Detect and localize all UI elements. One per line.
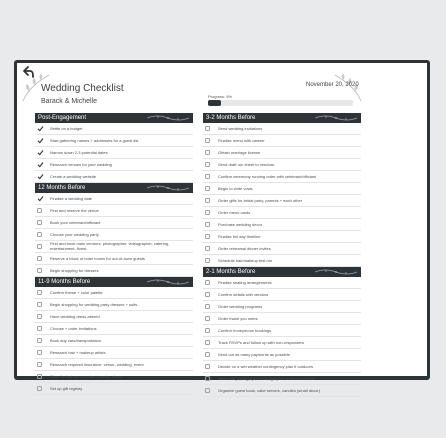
checklist-item-label: Order menu cards xyxy=(218,210,251,215)
checkbox[interactable] xyxy=(37,302,42,307)
checklist-item[interactable] xyxy=(203,219,361,231)
section-12-months xyxy=(35,183,193,277)
checklist-item[interactable] xyxy=(203,349,361,361)
checklist-item[interactable] xyxy=(35,229,193,241)
checkmark-icon[interactable] xyxy=(37,125,44,132)
section-title: 2-1 Months Before xyxy=(206,269,256,275)
checkbox[interactable] xyxy=(205,328,210,333)
ornament-icon xyxy=(146,184,190,192)
section-header xyxy=(35,183,193,193)
checkbox[interactable] xyxy=(205,234,210,239)
checkbox[interactable] xyxy=(37,208,42,213)
checklist-item-label: Confirm ceremony running order with celebrant/officiant xyxy=(218,174,317,179)
checklist-item[interactable] xyxy=(203,373,361,385)
checklist-item-label: Settle on a budget xyxy=(50,126,83,131)
checklist-item[interactable] xyxy=(35,253,193,265)
section-post-engagement xyxy=(35,113,193,183)
checklist-item[interactable] xyxy=(203,313,361,325)
checkbox[interactable] xyxy=(37,314,42,319)
checklist-item[interactable] xyxy=(35,359,193,371)
section-title: Post-Engagement xyxy=(38,115,87,121)
checklist-item-label: Send out as many payments as possible xyxy=(218,352,290,357)
checklist-item[interactable] xyxy=(35,171,193,183)
checklist-item-label: Set up gift registry xyxy=(50,386,83,391)
checklist-item-label: Find and reserve the venue xyxy=(50,208,99,213)
checklist-item[interactable] xyxy=(203,337,361,349)
checklist-item[interactable] xyxy=(35,159,193,171)
checklist-item-label: Book any cars/transportation xyxy=(50,338,101,343)
checkbox[interactable] xyxy=(205,138,210,143)
checklist-item-label: Send wedding invitations xyxy=(218,126,263,131)
checklist-item[interactable] xyxy=(35,311,193,323)
checkbox[interactable] xyxy=(205,388,210,393)
checklist-item-label: Meet with photographer/videographer to discuss shots xyxy=(218,376,315,381)
checkbox[interactable] xyxy=(205,198,210,203)
checklist-item[interactable] xyxy=(35,347,193,359)
checklist-item[interactable] xyxy=(203,135,361,147)
section-header xyxy=(35,277,193,287)
checklist-item[interactable] xyxy=(35,135,193,147)
ornament-icon xyxy=(146,278,190,286)
checkbox[interactable] xyxy=(205,174,210,179)
checklist-item[interactable] xyxy=(35,205,193,217)
page-title: Wedding Checklist xyxy=(41,83,124,94)
checklist-item-label: Purchase wedding decor xyxy=(218,222,263,227)
checklist-column-right xyxy=(203,113,361,397)
checklist-item-label: Confirm details with vendors xyxy=(218,292,269,297)
section-2-1-months xyxy=(203,267,361,397)
checklist-item-label: Narrow down 2-3 potential dates xyxy=(50,150,108,155)
checklist-item[interactable] xyxy=(35,241,193,253)
checklist-item[interactable] xyxy=(35,123,193,135)
checklist-item-label: Track RSVPs and follow up with non-responders xyxy=(218,340,304,345)
checkbox[interactable] xyxy=(205,258,210,263)
ornament-icon xyxy=(314,114,358,122)
checklist-item[interactable] xyxy=(203,361,361,373)
section-11-9-months xyxy=(35,277,193,395)
checklist-item[interactable] xyxy=(203,207,361,219)
section-header xyxy=(203,113,361,123)
checklist-item-label: Find and book main vendors: photographer, videographer, catering, entertainment, florist xyxy=(50,241,170,251)
checkbox[interactable] xyxy=(205,376,210,381)
checkbox[interactable] xyxy=(205,364,210,369)
checkbox[interactable] xyxy=(37,338,42,343)
checkbox[interactable] xyxy=(37,232,42,237)
checklist-item[interactable] xyxy=(203,277,361,289)
checklist-item-label: Reserve a block of hotel rooms for out-of-town guests xyxy=(50,256,145,261)
checklist-item-label: Confirm honeymoon bookings xyxy=(218,328,272,333)
checkbox[interactable] xyxy=(205,246,210,251)
checklist-item-label: Order rehearsal dinner invites xyxy=(218,246,271,251)
progress-label: Progress: 9% xyxy=(208,94,233,99)
checklist-item-label: Order wedding programs xyxy=(218,304,263,309)
checklist-item[interactable] xyxy=(203,243,361,255)
checklist-item-label: Choose + order invitations xyxy=(50,326,97,331)
checklist-item-label: Have wedding dress altered xyxy=(50,314,100,319)
checkmark-icon[interactable] xyxy=(37,161,44,168)
checkbox[interactable] xyxy=(205,340,210,345)
checklist-item-label: Research required insurance: venue, wedding, event xyxy=(50,362,144,367)
checklist-item[interactable] xyxy=(203,385,361,397)
checkbox[interactable] xyxy=(205,162,210,167)
checkbox[interactable] xyxy=(37,362,42,367)
checklist-item-label: Begin shopping for dresses xyxy=(50,268,99,273)
checkbox[interactable] xyxy=(205,210,210,215)
checkbox[interactable] xyxy=(37,244,42,249)
checklist-item-label: Begin to write vows xyxy=(218,186,253,191)
checkbox[interactable] xyxy=(37,374,42,379)
checklist-item[interactable] xyxy=(203,289,361,301)
checkmark-icon[interactable] xyxy=(37,173,44,180)
checklist-item-label: Decide on a wet weather contingency plan if outdoors xyxy=(218,364,313,369)
checklist-item-label: Organize guest book, cake servers, candles (small decor) xyxy=(218,388,321,393)
checkbox[interactable] xyxy=(205,186,210,191)
checklist-item[interactable] xyxy=(203,195,361,207)
checkbox[interactable] xyxy=(205,316,210,321)
checkbox[interactable] xyxy=(37,220,42,225)
checklist-item-label: Research venues for your wedding xyxy=(50,162,112,167)
section-header xyxy=(203,267,361,277)
checkbox[interactable] xyxy=(37,350,42,355)
checkbox[interactable] xyxy=(205,352,210,357)
checklist-item[interactable] xyxy=(35,287,193,299)
checklist-item-label: Begin shopping for wedding party dresses + suits xyxy=(50,302,138,307)
checklist-item-label: Book your celebrant/officiant xyxy=(50,220,101,225)
checklist-item-label: Choose your wedding party xyxy=(50,232,99,237)
checkbox[interactable] xyxy=(205,304,210,309)
section-3-2-months xyxy=(203,113,361,267)
checklist-column-left xyxy=(35,113,193,395)
checklist-item-label: Create a wedding website xyxy=(50,174,97,179)
checklist-item[interactable] xyxy=(203,159,361,171)
checklist-item[interactable] xyxy=(35,383,193,395)
checklist-item[interactable] xyxy=(35,265,193,277)
checklist-item[interactable] xyxy=(35,299,193,311)
checklist-item-label: Finalize a wedding date xyxy=(50,196,93,201)
checklist-item[interactable] xyxy=(35,371,193,383)
checklist-item-label: Research hair + makeup artists xyxy=(50,350,106,355)
progress-fill xyxy=(208,100,221,106)
checkbox[interactable] xyxy=(37,268,42,273)
checklist-item-label: Schedule hair/makeup test run xyxy=(218,258,273,263)
section-title: 3-2 Months Before xyxy=(206,115,256,121)
checklist-item-label: Order gifts for bridal party, parents + each other xyxy=(218,198,303,203)
checklist-item[interactable] xyxy=(35,217,193,229)
checklist-item[interactable] xyxy=(203,123,361,135)
checklist-item-label: Start gathering names + addresses for a guest list xyxy=(50,138,139,143)
checklist-item[interactable] xyxy=(35,147,193,159)
checkbox[interactable] xyxy=(37,256,42,261)
checklist-item-label: Shop for hair accessories, jewelry, shoes xyxy=(50,374,123,379)
checklist-item-label: Obtain marriage license xyxy=(218,150,261,155)
ornament-icon xyxy=(314,268,358,276)
checklist-item-label: Finalize seating arrangements xyxy=(218,280,272,285)
checklist-item[interactable] xyxy=(203,171,361,183)
checkmark-icon[interactable] xyxy=(37,137,44,144)
checklist-item[interactable] xyxy=(203,183,361,195)
checkbox[interactable] xyxy=(205,280,210,285)
checkbox[interactable] xyxy=(205,292,210,297)
checklist-item-label: Finalize full day timeline xyxy=(218,234,261,239)
checkbox[interactable] xyxy=(37,386,42,391)
checklist-item[interactable] xyxy=(35,323,193,335)
checkmark-icon[interactable] xyxy=(37,195,44,202)
checklist-item-label: Finalize menu with caterer xyxy=(218,138,265,143)
checkbox[interactable] xyxy=(205,126,210,131)
wedding-date: November 20, 2020 xyxy=(306,82,359,88)
checklist-item-label: Send draft run sheet to vendors xyxy=(218,162,275,167)
checklist-item[interactable] xyxy=(35,335,193,347)
checkbox[interactable] xyxy=(205,222,210,227)
checklist-item-label: Confirm theme + color palette xyxy=(50,290,103,295)
progress-bar xyxy=(208,100,353,106)
section-title: 11-9 Months Before xyxy=(38,279,91,285)
ornament-icon xyxy=(146,114,190,122)
section-header xyxy=(35,113,193,123)
couple-names: Barack & Michelle xyxy=(41,98,98,105)
checklist-item[interactable] xyxy=(35,193,193,205)
checkbox[interactable] xyxy=(37,290,42,295)
checklist-item-label: Order thank you notes xyxy=(218,316,258,321)
section-title: 12 Months Before xyxy=(38,185,86,191)
checkmark-icon[interactable] xyxy=(37,149,44,156)
checklist-item[interactable] xyxy=(203,147,361,159)
checklist-item[interactable] xyxy=(203,255,361,267)
checklist-item[interactable] xyxy=(203,301,361,313)
checklist-page xyxy=(17,63,427,393)
checklist-item[interactable] xyxy=(203,231,361,243)
checklist-item[interactable] xyxy=(203,325,361,337)
checkbox[interactable] xyxy=(205,150,210,155)
checkbox[interactable] xyxy=(37,326,42,331)
